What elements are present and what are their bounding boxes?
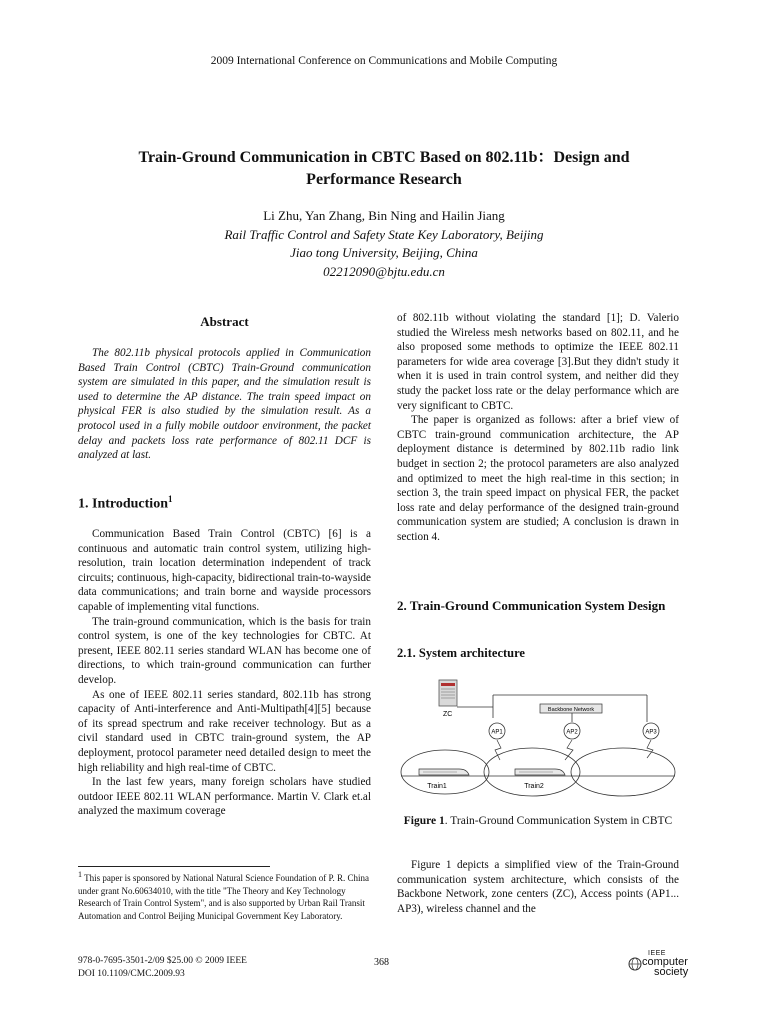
right-column-top <box>397 311 679 545</box>
wireless-link-icon <box>495 740 501 760</box>
logo-society-text: society <box>654 966 689 978</box>
footnote-marker: 1 <box>167 494 173 504</box>
footnote-text: This paper is sponsored by National Natural Science Foundation of P. R. China under grant No.60634010, with the title "The Theory and Key Technology Research of Train Control System", and is also supported by Urban Rail Transit Automation and Control Beijing Municipal Government Key Laboratory. <box>78 873 370 922</box>
introduction-heading-text: 1. Introduction <box>78 496 168 512</box>
introduction-body <box>78 527 371 819</box>
logo-ieee-text: IEEE <box>648 950 666 957</box>
figure-caption-text: . Train-Ground Communication System in CBTC <box>444 815 673 827</box>
paper-title <box>80 147 688 191</box>
footnote <box>78 869 371 923</box>
abstract-paragraph: The 802.11b physical protocols applied in Communication Based Train Control (CBTC) Train-Ground communication system are simulated in this paper, and the simulation result is used to determine the AP distance. The train speed impact on physical FER is also studied by the simulation result. As a protocol used in a fully mobile outdoor environment, the packet delay and packets loss rate performance of 802.11 DCF is analyzed at last. <box>78 347 371 462</box>
globe-icon <box>628 957 642 971</box>
train1-icon <box>419 769 469 775</box>
abstract-heading: Abstract <box>200 314 249 329</box>
isbn-line: 978-0-7695-3501-2/09 $25.00 © 2009 IEEE <box>78 956 247 966</box>
page-number: 368 <box>374 957 389 968</box>
coverage-area-3 <box>571 748 675 796</box>
conference-header: 2009 International Conference on Communications and Mobile Computing <box>210 55 558 67</box>
logo-computer-text: computer <box>642 956 688 968</box>
train2-icon <box>515 769 565 775</box>
right-paragraph-3: Figure 1 depicts a simplified view of the Train-Ground communication system architecture, which consists of the Backbone Network, zone centers (ZC), Access points (AP1... AP3), wireless channel and the <box>397 859 679 915</box>
ap3-label: AP3 <box>645 729 657 736</box>
figure-caption <box>397 814 679 829</box>
ap2-label: AP2 <box>566 729 578 736</box>
intro-paragraph-2: The train-ground communication, which is the basis for train control system, is one of the key technologies for CBTC. At present, IEEE 802.11 series standard WLAN has become one of directions, to which train-ground communication can further develop. <box>78 615 371 686</box>
intro-paragraph-4: In the last few years, many foreign scholars have studied outdoor IEEE 802.11 WLAN performance. Martin V. Clark et.al analyzed the maximum coverage <box>78 776 371 818</box>
right-paragraph-2: The paper is organized as follows: after a brief view of CBTC train-ground communication architecture, the AP deployment distance is determined by 802.11b radio link budget in section 2; the protocol parameters are also analyzed and optimized to meet the high real-time in this section; in section 3, the train speed impact on physical FER, the packet loss rate and delay performance of the designed train-ground communication system are studied; A conclusion is drawn in section 4. <box>397 414 679 543</box>
train2-label: Train2 <box>524 783 544 790</box>
ap1-label: AP1 <box>491 729 503 736</box>
title-line-2: Performance Research <box>306 171 462 188</box>
figure-number: Figure 1 <box>403 815 445 827</box>
right-column-bottom <box>397 858 679 916</box>
affiliation-line-2: Jiao tong University, Beijing, China <box>290 245 478 260</box>
intro-paragraph-1: Communication Based Train Control (CBTC) [6] is a continuous and automatic train control system, utilizing high-resolution, train location determination independent of track circuits; continuous, high-capacity, bidirectional train-to-wayside data communications; and train borne and wayside processors capable of implementing vital functions. <box>78 528 371 613</box>
introduction-heading <box>78 494 172 513</box>
author-block <box>0 207 768 281</box>
ieee-computer-society-logo <box>626 950 696 982</box>
train1-label: Train1 <box>427 783 447 790</box>
section-2-heading: 2. Train-Ground Communication System Design <box>397 598 666 613</box>
right-paragraph-1: of 802.11b without violating the standard [1]; D. Valerio studied the Wireless mesh networks based on 802.11, and he also proposed some methods to optimize the IEEE 802.11 parameters for wide area coverage [3].But they didn't study it when it is used in train control system, and neither did they study the packet loss rate or the delay performance which are very significant to CBTC. <box>397 312 679 412</box>
title-line-1: Train-Ground Communication in CBTC Based on 802.11b：Design and <box>138 149 630 166</box>
wireless-link-icon <box>647 740 653 758</box>
zc-label: ZC <box>443 711 453 718</box>
system-architecture-figure <box>397 674 679 802</box>
affiliation-line-1: Rail Traffic Control and Safety State Key Laboratory, Beijing <box>224 226 544 242</box>
footnote-divider <box>78 866 270 867</box>
doi-line: DOI 10.1109/CMC.2009.93 <box>78 969 185 979</box>
intro-paragraph-3: As one of IEEE 802.11 series standard, 802.11b has strong capacity of Anti-interference and Anti-Multipath[4][5] because of its spread spectrum and rake receiver technology. But as a civil standard used in CBTC train-ground system, the AP deployment, protocol parameter need detailed design to meet the high reliability and high real-time of CBTC. <box>78 688 371 774</box>
author-email: 02212090@bjtu.edu.cn <box>323 263 445 279</box>
footnote-mark: 1 <box>78 870 82 879</box>
author-names: Li Zhu, Yan Zhang, Bin Ning and Hailin Jiang <box>263 208 505 223</box>
backbone-label: Backbone Network <box>547 707 595 713</box>
abstract-text <box>78 346 371 463</box>
section-2-1-heading: 2.1. System architecture <box>397 646 525 660</box>
zc-server-icon <box>439 680 457 706</box>
